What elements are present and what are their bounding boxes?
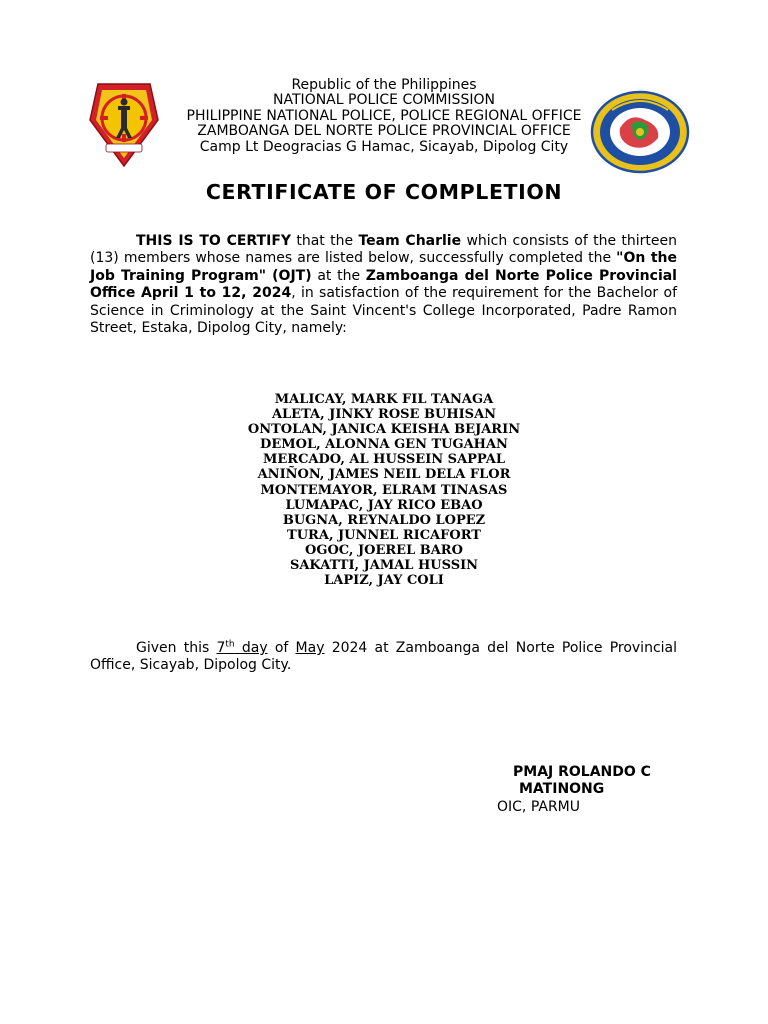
header-line-provincial-office: ZAMBOANGA DEL NORTE POLICE PROVINCIAL OFFICE (197, 123, 571, 140)
program-name: "On the Job Training Program" (OJT) (90, 250, 677, 284)
member-name: TURA, JUNNEL RICAFORT (287, 527, 481, 543)
member-name: ALETA, JINKY ROSE BUHISAN (271, 407, 497, 423)
body-text-2: which consists of the thirteen (13) members whose names are listed below, successfully completed the (90, 233, 678, 267)
office-and-dates: Zamboanga del Norte Police Provincial Office April 1 to 12, 2024 (90, 267, 677, 302)
certification-paragraph (90, 233, 677, 337)
member-name: MONTEMAYOR, ELRAM TINASAS (260, 482, 508, 498)
body-text-3: at the (311, 267, 366, 284)
given-day (216, 640, 267, 656)
certify-lead: THIS IS TO CERTIFY (136, 233, 292, 249)
given-text-1: Given this (136, 640, 217, 656)
given-day-number: 7 (216, 640, 226, 656)
members-list (0, 392, 768, 588)
given-text-2: of (267, 640, 296, 656)
header-line-pnp: PHILIPPINE NATIONAL POLICE, POLICE REGIONAL OFFICE (186, 107, 582, 124)
member-name: OGOC, JOEREL BARO (305, 542, 463, 558)
letterhead (150, 78, 618, 155)
body-text-4: , in satisfaction of the requirement for the Bachelor of Science in Criminology at the Saint Vincent's College Incorporated, Padre Ramon Street, Estaka, Dipolog City, namely: (90, 285, 677, 337)
member-name: LUMAPAC, JAY RICO EBAO (285, 497, 483, 513)
certificate-title: CERTIFICATE OF COMPLETION (205, 180, 563, 204)
member-name: MALICAY, MARK FIL TANAGA (274, 392, 494, 407)
member-name: SAKATTI, JAMAL HUSSIN (289, 558, 479, 574)
header-line-address: Camp Lt Deogracias G Hamac, Sicayab, Dipolog City (199, 138, 569, 155)
given-date-paragraph (90, 640, 677, 675)
header-line-napolcom: NATIONAL POLICE COMMISSION (273, 92, 495, 109)
body-text-1: that the (291, 233, 359, 249)
given-text-3: 2024 at Zamboanga del Norte Police Provincial Office, Sicayab, Dipolog City. (90, 640, 678, 674)
given-day-suffix: th (225, 639, 235, 650)
signatory-name-line1: PMAJ ROLANDO C (513, 764, 651, 780)
given-day-word: day (234, 640, 268, 656)
member-name: BUGNA, REYNALDO LOPEZ (282, 512, 486, 528)
signatory-name-line2: MATINONG (519, 781, 605, 797)
member-name: DEMOL, ALONNA GEN TUGAHAN (260, 437, 508, 453)
signatory-position: OIC, PARMU (497, 799, 581, 815)
member-name: ONTOLAN, JANICA KEISHA BEJARIN (247, 422, 521, 438)
member-name: LAPIZ, JAY COLI (324, 573, 444, 589)
team-name: Team Charlie (358, 233, 462, 249)
given-month: May (295, 640, 325, 656)
member-name: MERCADO, AL HUSSEIN SAPPAL (263, 452, 505, 468)
header-line-republic: Republic of the Philippines (291, 77, 477, 93)
member-name: ANIÑON, JAMES NEIL DELA FLOR (257, 467, 511, 483)
